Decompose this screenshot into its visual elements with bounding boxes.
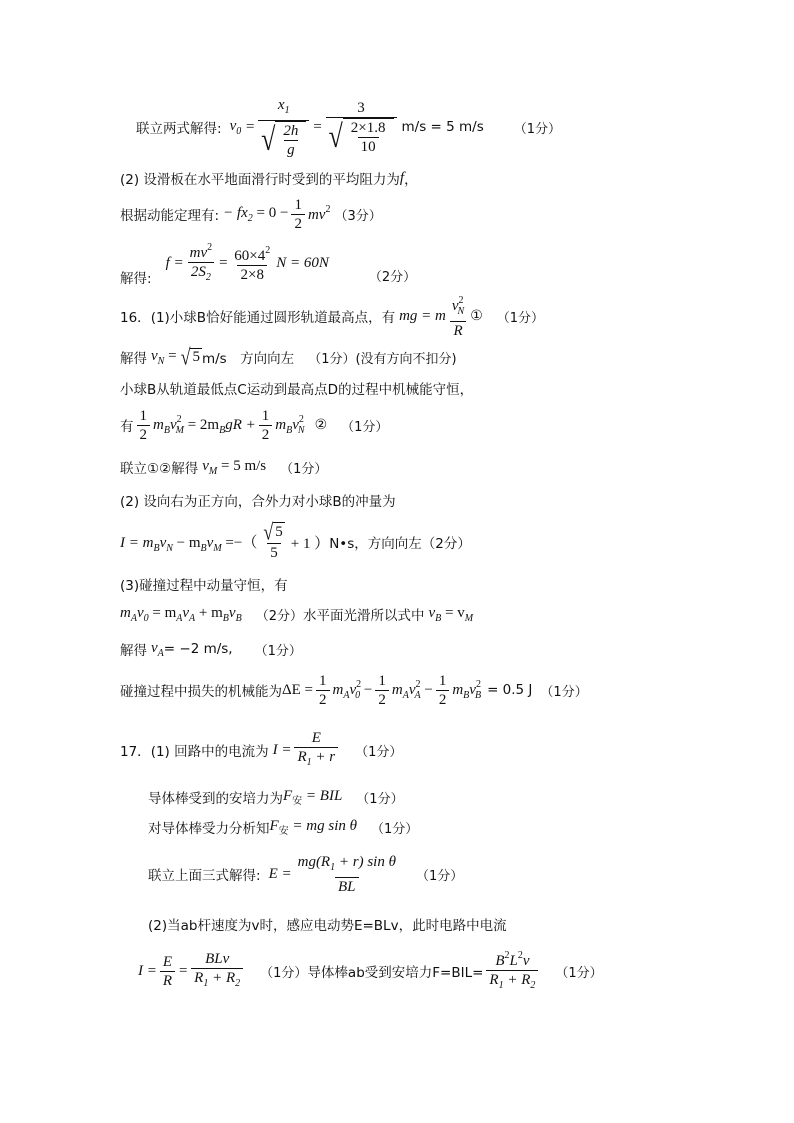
line-va-result: 解得 $v_A$ = −2 m/s, （1分）	[120, 639, 302, 659]
line-force-analysis: 对导体棒受力分析知 $F_安$ = mg sin θ （1分）	[148, 817, 419, 837]
line-friction-result: 解得: f = $\frac{mv^2}{2S_2}$ = $\frac{60\times 4^2}{2\times 8}$ N = 60N （2分）	[120, 242, 417, 287]
line-energy-conservation: 小球B从轨道最低点C运动到最高点D的过程中机械能守恒，	[120, 382, 474, 398]
line-vn-result: 解得 $v_N$ = √ 5 m/s 方向向左 （1分）(没有方向不扣分)	[120, 344, 457, 370]
v0-symbol: $v_0$	[229, 117, 242, 137]
line-friction-intro: (2) 设滑板在水平地面滑行时受到的平均阻力为 f ，	[120, 169, 418, 188]
line-emf-result: 联立上面三式解得: E = $\frac{mg(R_1 + r) \sin \theta}{BL}$ （1分）	[148, 853, 464, 895]
line-kinetic-theorem: 根据动能定理有: − $fx_2 = 0$ − $\frac{1}{2}$ $mv^2$ （3分）	[120, 196, 382, 232]
line-impulse-intro: (2) 设向右为正方向，合外力对小球B的冲量为	[120, 494, 396, 510]
line-momentum-intro: (3)碰撞过程中动量守恒，有	[120, 578, 288, 594]
fraction-3-sqrt: 3 √ $\frac{2\times 1.8}{10}$	[326, 99, 397, 156]
fraction-x1-sqrt: $x_1$ √ $\frac{2h}{g}$	[258, 96, 309, 159]
line-17-1: 17． (1) 回路中的电流为 I = $\frac{E}{R_1 + r}$ （1分）	[120, 728, 402, 772]
line-ampere-force: 导体棒受到的安培力为 $F_安$ = BIL （1分）	[148, 787, 404, 807]
score: （1分）	[513, 121, 562, 137]
line-energy-equation: 有 $\frac{1}{2}$ $m_Bv^2_M = 2m_BgR$ + $\frac{1}{2}$ $m_Bv^2_N$ ② （1分）	[120, 407, 389, 443]
line-impulse-equation: $I = m_Bv_N - m_Bv_M$ =−（ √ 5 5 + 1 ） N•s，方向向左（2分）	[120, 519, 471, 561]
line-ab-intro: (2)当ab杆速度为v时，感应电动势E=BLv，此时电路中电流	[148, 918, 507, 934]
line-solve-v0: 联立两式解得: $v_0$ = $x_1$ √ $\frac{2h}{g}$ = 3 √ $\frac{2\times 1.8}{10}$ m/s = 5 m/s （1分）	[136, 96, 562, 158]
line-label: 联立两式解得:	[136, 121, 222, 137]
line-momentum-equation: $m_Av_0 = m_Av_A + m_Bv_B$ （2分） 水平面光滑所以式中 $v_B = v_M$	[120, 604, 474, 624]
line-16-1: 16． (1)小球B恰好能通过圆形轨道最高点，有 mg = m $\frac{v^2_N}{R}$ ① （1分）	[120, 295, 545, 339]
result-text: m/s = 5 m/s	[401, 119, 484, 135]
line-vm-result: 联立①②解得 $v_M = 5$ m/s （1分）	[120, 457, 328, 477]
line-energy-loss: 碰撞过程中损失的机械能为 ΔE = $\frac{1}{2}$ $m_Av^2_0$ − $\frac{1}{2}$ $m_Av^2_A$ − $\frac{1}{2}$ $m_Bv^2_B$ = 0.5 J （1分）	[120, 672, 588, 708]
line-current-force: I = $\frac{E}{R}$ = $\frac{\text{BLv}}{R_1 + R_2}$ （1分） 导体棒ab受到安培力F=BIL= $\frac{B^2L^2v}{R_1 + R_2}$ （1分）	[138, 946, 603, 996]
